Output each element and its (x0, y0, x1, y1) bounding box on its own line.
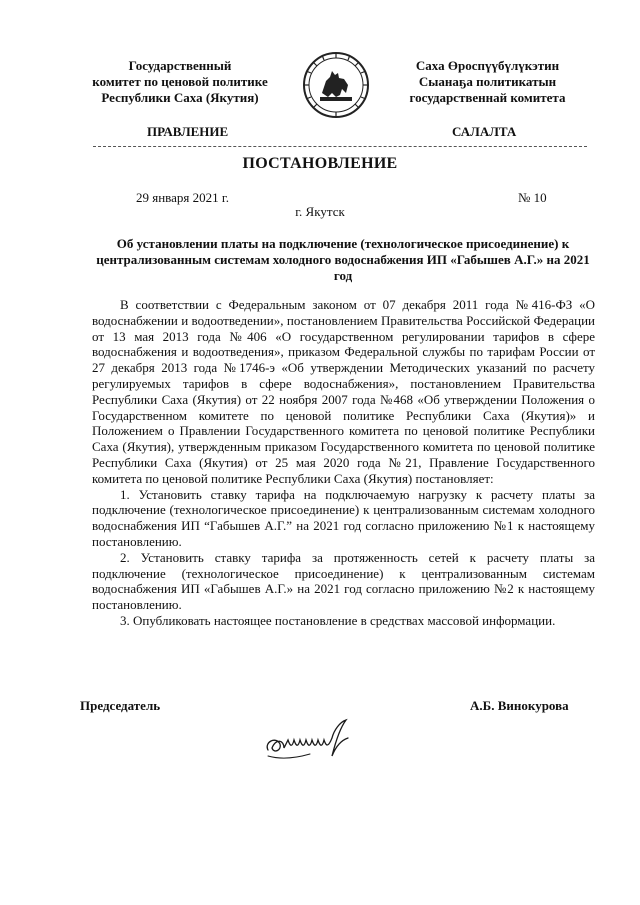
document-number: № 10 (518, 190, 547, 205)
header-right-line: государственнай комитета (409, 90, 566, 105)
document-subject: Об установлении платы на подключение (технологическое присоединение) к централизованным системам холодного водоснабжения ИП «Габышев А.Г.» на 2021 год (96, 236, 590, 283)
header-right-sub: САЛАЛТА (452, 124, 517, 139)
body-paragraph: 3. Опубликовать настоящее постановление в средствах массовой информации. (120, 612, 556, 628)
header-left-line: Государственный (128, 58, 232, 73)
header-right-org (385, 58, 590, 106)
header-left-line: Республики Саха (Якутия) (101, 90, 259, 105)
body-paragraph: В соответствии с Федеральным законом от 07 декабря 2011 года №416-ФЗ «О водоснабжении и водоотведении», постановлением Правительства Российской Федерации от 13 мая 2013 года №406 «О государственном регулировании тарифов в сфере водоснабжения и водоотведения», приказом Федеральной службы по тарифам России от 27 декабря 2013 года №1746-э «Об утверждении Методических указаний по расчету регулируемых тарифов в сфере водоснабжения», постановлением Правительства Республики Саха (Якутия) от 22 ноября 2007 года №468 «Об утверждении Положения о Государственном комитете по ценовой политике Республики Саха (Якутия)» и Положением о Правлении Государственного комитета по ценовой политике Республики Саха (Якутия), утвержденным приказом Государственного комитета по ценовой политике Республики Саха (Якутия) от 25 мая 2020 года №21, Правление Государственного комитета по ценовой политике Республики Саха (Якутия) постановляет: (92, 297, 595, 486)
document-title: ПОСТАНОВЛЕНИЕ (242, 155, 398, 172)
header-divider (93, 146, 587, 147)
document-body (92, 297, 595, 629)
signatory-position: Председатель (80, 698, 161, 713)
coat-of-arms-icon (302, 51, 370, 119)
header-left-line: комитет по ценовой политике (92, 74, 268, 89)
signatory-name: А.Б. Винокурова (470, 698, 569, 713)
body-paragraph: 2. Установить ставку тарифа за протяженность сетей к расчету платы за подключение (технологическое присоединение) к централизованным системам водоснабжения ИП «Габышев А.Г.» на 2021 год согласно приложению №2 к настоящему постановлению. (92, 549, 595, 613)
header-left-org (80, 58, 280, 106)
header-left-sub: ПРАВЛЕНИЕ (147, 124, 229, 139)
header-right-line: Сыанаҕа политикатын (418, 74, 557, 89)
document-city: г. Якутск (295, 204, 345, 219)
handwritten-signature (262, 716, 382, 764)
document-date: 29 января 2021 г. (136, 190, 230, 205)
body-paragraph: 1. Установить ставку тарифа на подключаемую нагрузку к расчету платы за подключение (технологическое присоединение) к централизованным системам холодного водоснабжения ИП “Габышев А.Г.” на 2021 год согласно приложению №1 к настоящему постановлению. (92, 486, 595, 549)
header-right-line: Саха Өроспүүбүлүкэтин (415, 58, 560, 73)
